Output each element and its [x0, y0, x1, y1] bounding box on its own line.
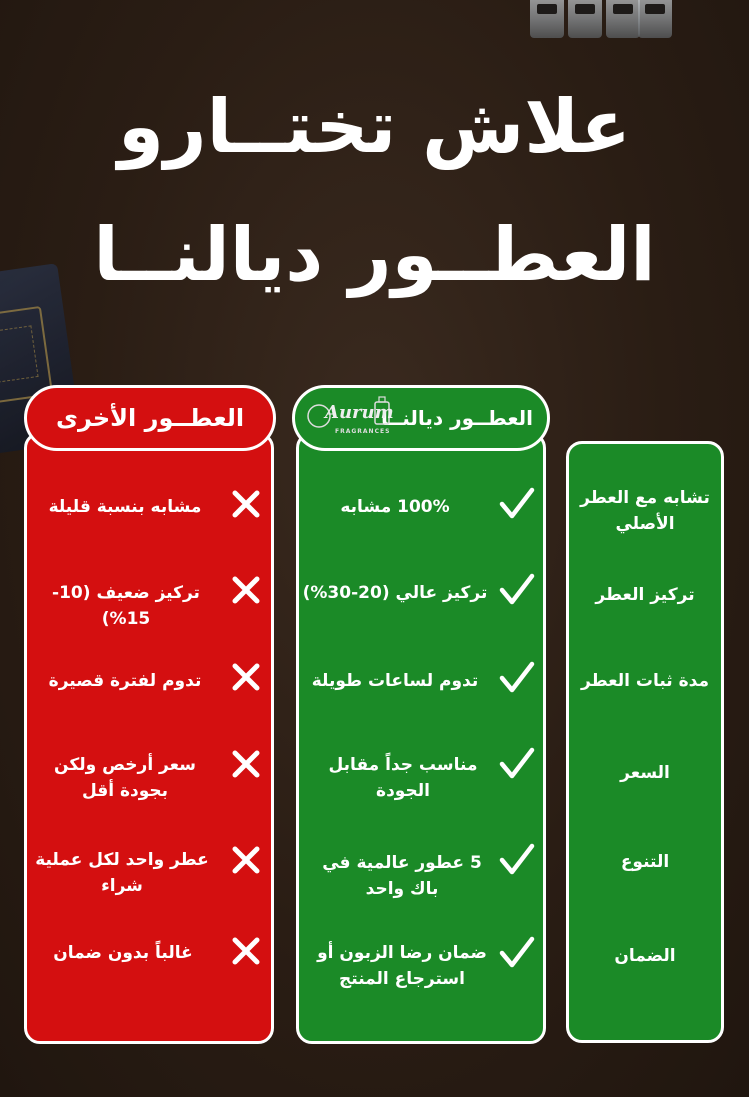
ours-row-variety: 5 عطور عالمية في باك واحد [322, 853, 482, 900]
check-icon [498, 842, 536, 878]
ours-row-guarantee: ضمان رضا الزبون أو استرجاع المنتج [317, 943, 487, 990]
others-row-guarantee: غالباً بدون ضمان [53, 943, 193, 963]
others-row-longevity: تدوم لفترة قصيرة [48, 671, 202, 691]
others-row-concentration: تركيز ضعيف (10-15%) [52, 583, 200, 630]
ours-row-similarity: 100% مشابه [340, 497, 450, 517]
others-row-price: سعر أرخص ولكن بجودة أقل [54, 755, 196, 802]
others-title: العطــور الأخرى [55, 404, 245, 432]
criterion-variety: التنوع [620, 852, 670, 872]
criterion-price: السعر [620, 763, 670, 783]
logo-text: Aurum [325, 402, 394, 423]
criterion-guarantee: الضمان [614, 946, 676, 966]
criterion-longevity: مدة ثبات العطر [581, 671, 709, 691]
cross-icon [230, 844, 262, 876]
cross-icon [230, 748, 262, 780]
logo-subtext: FRAGRANCES [335, 428, 391, 435]
criterion-similarity: تشابه مع العطر الأصلي [580, 488, 710, 535]
check-icon [498, 746, 536, 782]
criterion-concentration: تركيز العطر [595, 585, 695, 605]
cross-icon [230, 488, 262, 520]
ours-row-longevity: تدوم لساعات طويلة [311, 671, 479, 691]
others-header [24, 385, 276, 451]
headline-line-2: العطــور ديالنــا [93, 212, 656, 298]
ours-row-concentration: تركيز عالي (20-30%) [302, 583, 488, 603]
check-icon [498, 660, 536, 696]
aurum-logo [305, 394, 403, 444]
cross-icon [230, 574, 262, 606]
ours-title: العطــور ديالنــا [381, 406, 533, 430]
cross-icon [230, 935, 262, 967]
cross-icon [230, 661, 262, 693]
perfume-bottles-image [520, 0, 670, 40]
others-row-variety: عطر واحد لكل عملية شراء [35, 850, 209, 897]
check-icon [498, 486, 536, 522]
others-row-similarity: مشابه بنسبة قليلة [48, 497, 202, 517]
ours-row-price: مناسب جداً مقابل الجودة [328, 755, 478, 802]
check-icon [498, 572, 536, 608]
check-icon [498, 935, 536, 971]
ours-header [292, 385, 550, 451]
headline-line-1: علاش تختــارو [118, 84, 631, 170]
